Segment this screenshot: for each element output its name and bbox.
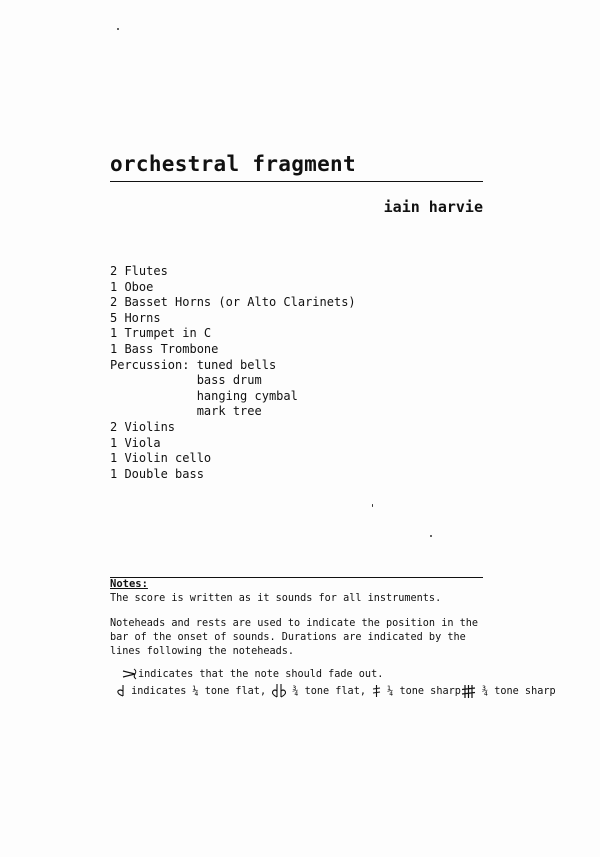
instrument-item: 1 Violin cello [110, 451, 212, 466]
scan-speck [372, 504, 373, 507]
instrument-item: hanging cymbal [110, 388, 298, 403]
three-quarter-tone-sharp-icon [461, 684, 476, 699]
notes-divider [110, 577, 483, 578]
author-name: iain harvie [383, 198, 483, 216]
instrument-item: 1 Oboe [110, 279, 154, 294]
instrument-item: mark tree [110, 404, 262, 419]
instrument-item: 2 Basset Horns (or Alto Clarinets) [110, 295, 356, 310]
quarter-tone-flat-icon [117, 684, 125, 698]
quarter-tone-sharp-icon [372, 684, 381, 698]
legend-three-quarter-sharp-text: ¾ tone sharp [482, 686, 556, 697]
instrument-item: Percussion: tuned bells [110, 357, 277, 372]
legend-quarter-flat-text: indicates ¼ tone flat, [131, 686, 267, 697]
legend-three-quarter-flat-text: ¾ tone flat, [292, 686, 366, 697]
scan-speck [117, 28, 119, 30]
legend-quarter-sharp-text: ¼ tone sharp [387, 686, 461, 697]
instrument-item: 1 Bass Trombone [110, 341, 219, 356]
instrument-item: bass drum [110, 373, 262, 388]
fade-out-icon [122, 668, 138, 680]
legend-accidentals-row [117, 683, 556, 699]
title-underline [110, 181, 483, 182]
scan-speck [430, 535, 432, 537]
legend-fade-text: indicates that the note should fade out. [138, 669, 384, 680]
legend-fade-row [122, 668, 383, 680]
notes-heading: Notes: [110, 578, 148, 590]
instrument-list [110, 264, 356, 482]
page-title: orchestral fragment [110, 152, 356, 176]
notes-paragraph-score: The score is written as it sounds for all instruments. [110, 593, 442, 604]
instrument-item: 2 Flutes [110, 264, 168, 278]
notes-paragraph-noteheads: Noteheads and rests are used to indicate the position in the bar of the onset of sounds. Durations are indicated by the lines following the noteheads. [110, 618, 479, 657]
three-quarter-tone-flat-icon [272, 683, 286, 699]
instrument-item: 2 Violins [110, 419, 176, 434]
instrument-item: 1 Trumpet in C [110, 326, 212, 341]
instrument-item: 1 Double bass [110, 466, 204, 481]
instrument-item: 5 Horns [110, 310, 161, 325]
instrument-item: 1 Viola [110, 435, 161, 450]
